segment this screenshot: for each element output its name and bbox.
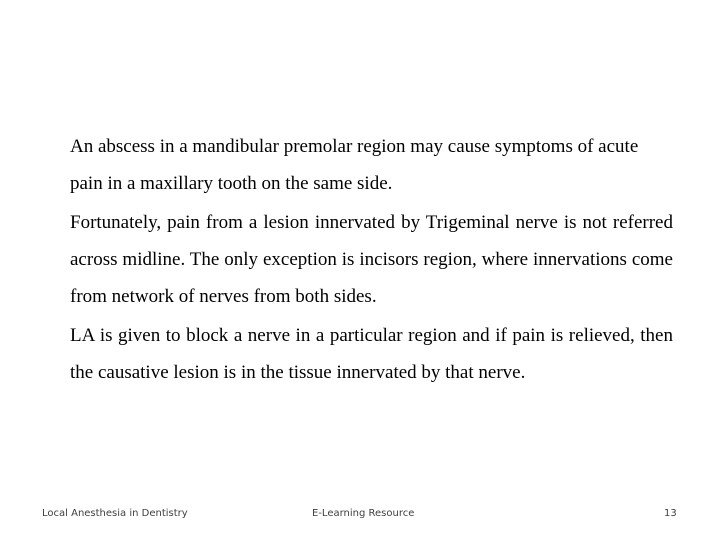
footer-resource-label: E-Learning Resource [312,508,415,519]
paragraph-la-block: LA is given to block a nerve in a particular region and if pain is relieved, then the causative lesion is in the tissue innervated by that nerve. [70,325,673,383]
footer-page-number: 13 [664,508,677,519]
slide-body [70,128,673,393]
paragraph-trigeminal: Fortunately, pain from a lesion innervated by Trigeminal nerve is not referred across midline. The only exception is incisors region, where innervations come from network of nerves from both sides. [70,212,673,307]
footer-course-title: Local Anesthesia in Dentistry [42,508,188,519]
paragraph-abscess: An abscess in a mandibular premolar region may cause symptoms of acute pain in a maxillary tooth on the same side. [70,136,639,194]
